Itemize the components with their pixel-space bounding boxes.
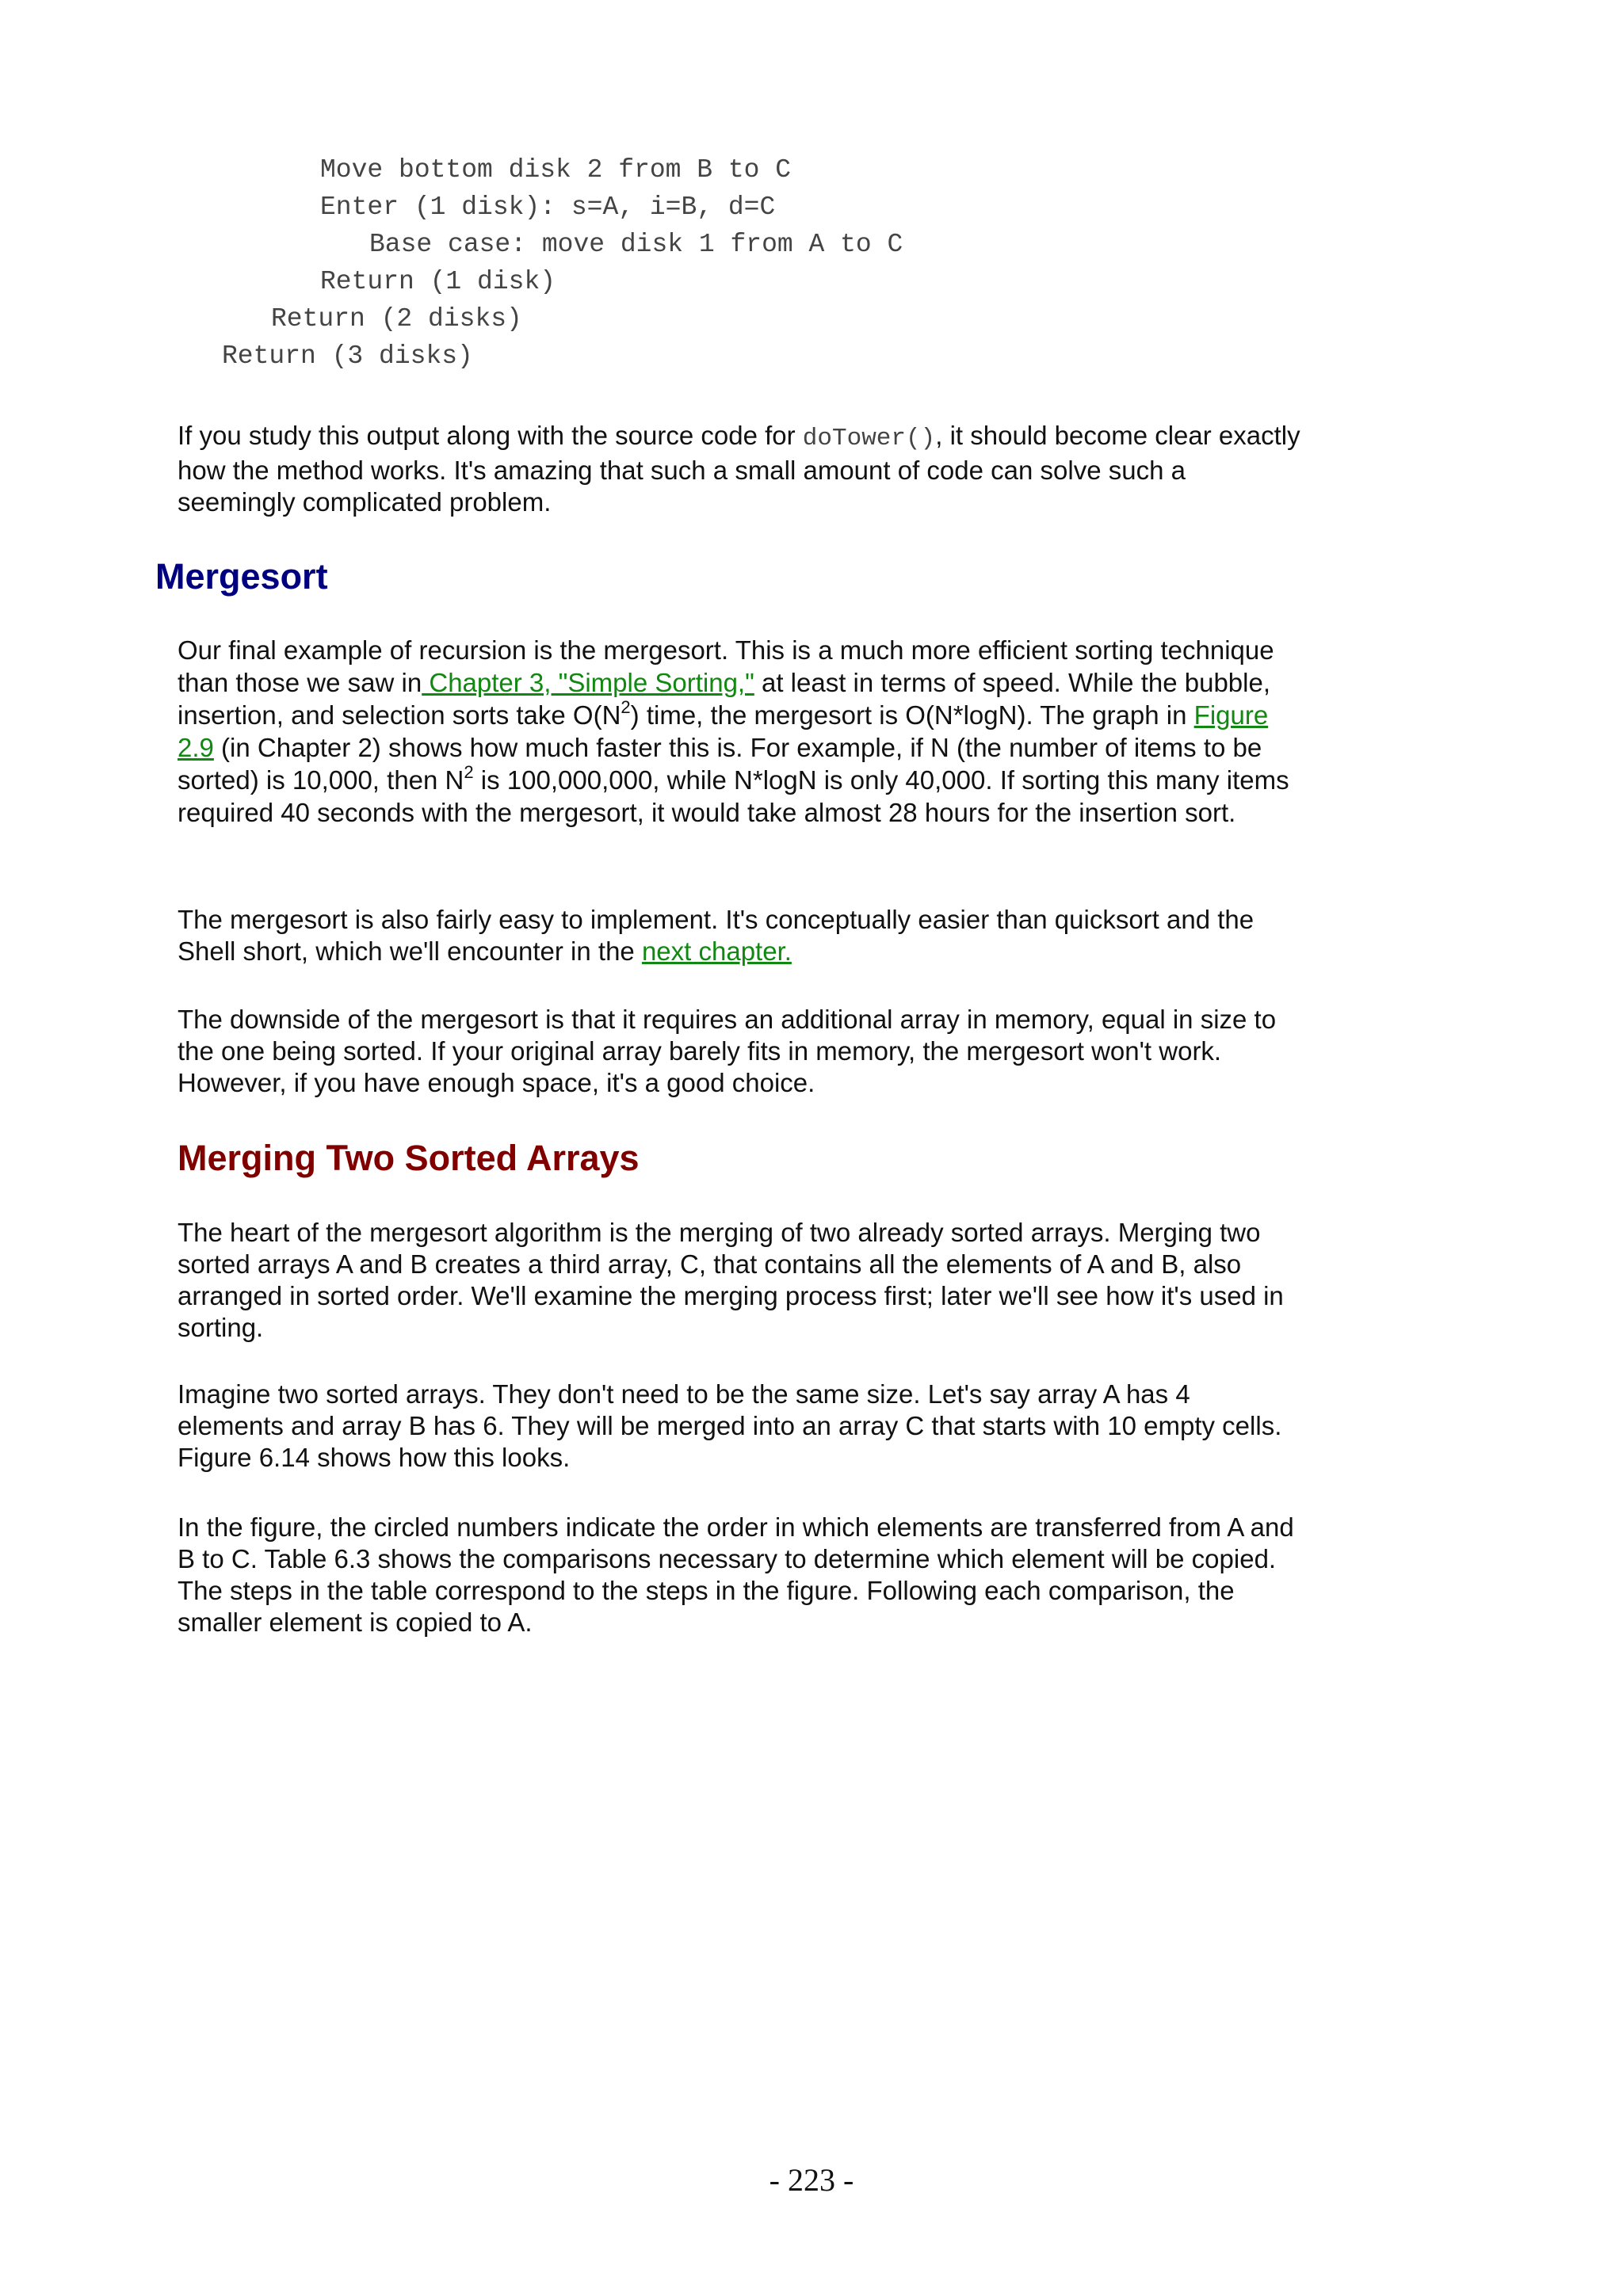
code-line: Base case: move disk 1 from A to C — [369, 230, 903, 259]
link-next-chapter[interactable]: next chapter. — [641, 936, 792, 966]
mergesort-paragraph-3: The downside of the mergesort is that it requires an additional array in memory, equal in size to the one being sorted. If your original array barely fits in memory, the mergesort won't work. However, if you have enough space, it's a good choice. — [178, 1005, 1277, 1097]
link-figure-2-9[interactable]: Figure 2.9 — [178, 700, 1269, 762]
page-number: - 223 - — [769, 2162, 854, 2198]
paragraph-text: at least in terms of speed. While the bubble, insertion, and selection sorts take O(N — [178, 668, 1270, 730]
intro-text: , it should become clear exactly how the method works. It's amazing that such a small amount of code can solve such a seemingly complicated problem. — [178, 421, 1300, 517]
code-reference: doTower() — [802, 425, 936, 452]
merging-paragraph-3: In the figure, the circled numbers indicate the order in which elements are transferred from A and B to C. Table 6.3 shows the comparisons necessary to determine which element will be copied. The steps in the table correspond to the steps in the figure. Following each comparison, the smaller element is copied to A. — [178, 1512, 1294, 1637]
paragraph-text: (in Chapter 2) shows how much faster this is. For example, if N (the number of items to be sorted) is 10,000, then N — [178, 733, 1262, 795]
intro-text: If you study this output along with the source code for — [178, 421, 803, 450]
code-line: Return (3 disks) — [222, 341, 473, 371]
merging-paragraph-2: Imagine two sorted arrays. They don't need to be the same size. Let's say array A has 4 elements and array B has 6. They will be merged into an array C that starts with 10 empty cells. Figure 6.14 shows how this looks. — [178, 1379, 1282, 1472]
paragraph-text: is 100,000,000, while N*logN is only 40,000. If sorting this many items required 40 seconds with the mergesort, it would take almost 28 hours for the insertion sort. — [178, 765, 1289, 827]
superscript: 2 — [621, 697, 631, 717]
code-line: Enter (1 disk): s=A, i=B, d=C — [320, 193, 776, 222]
code-line: Return (1 disk) — [320, 267, 556, 296]
superscript: 2 — [464, 762, 474, 782]
paragraph-text: ) time, the mergesort is O(N*logN). The graph in — [630, 700, 1194, 730]
mergesort-paragraph-1 — [178, 634, 1303, 829]
section-heading-merging: Merging Two Sorted Arrays — [178, 1138, 640, 1178]
merging-paragraph-1: The heart of the mergesort algorithm is the merging of two already sorted arrays. Merging two sorted arrays A and B creates a third array, C, that contains all the elements of A and B, also arranged in sorted order. We'll examine the merging process first; later we'll see how it's used in sorting. — [178, 1218, 1284, 1342]
code-line: Move bottom disk 2 from B to C — [320, 155, 792, 185]
paragraph-text: Our final example of recursion is the mergesort. This is a much more efficient sorting technique than those we saw in — [178, 635, 1274, 697]
code-line: Return (2 disks) — [271, 304, 522, 334]
link-chapter-3[interactable]: Chapter 3, "Simple Sorting," — [422, 668, 754, 697]
intro-paragraph — [178, 420, 1303, 518]
mergesort-paragraph-2 — [178, 904, 1303, 967]
paragraph-text: The mergesort is also fairly easy to implement. It's conceptually easier than quicksort and the Shell short, which we'll encounter in the — [178, 905, 1254, 966]
section-heading-mergesort: Mergesort — [155, 556, 328, 597]
